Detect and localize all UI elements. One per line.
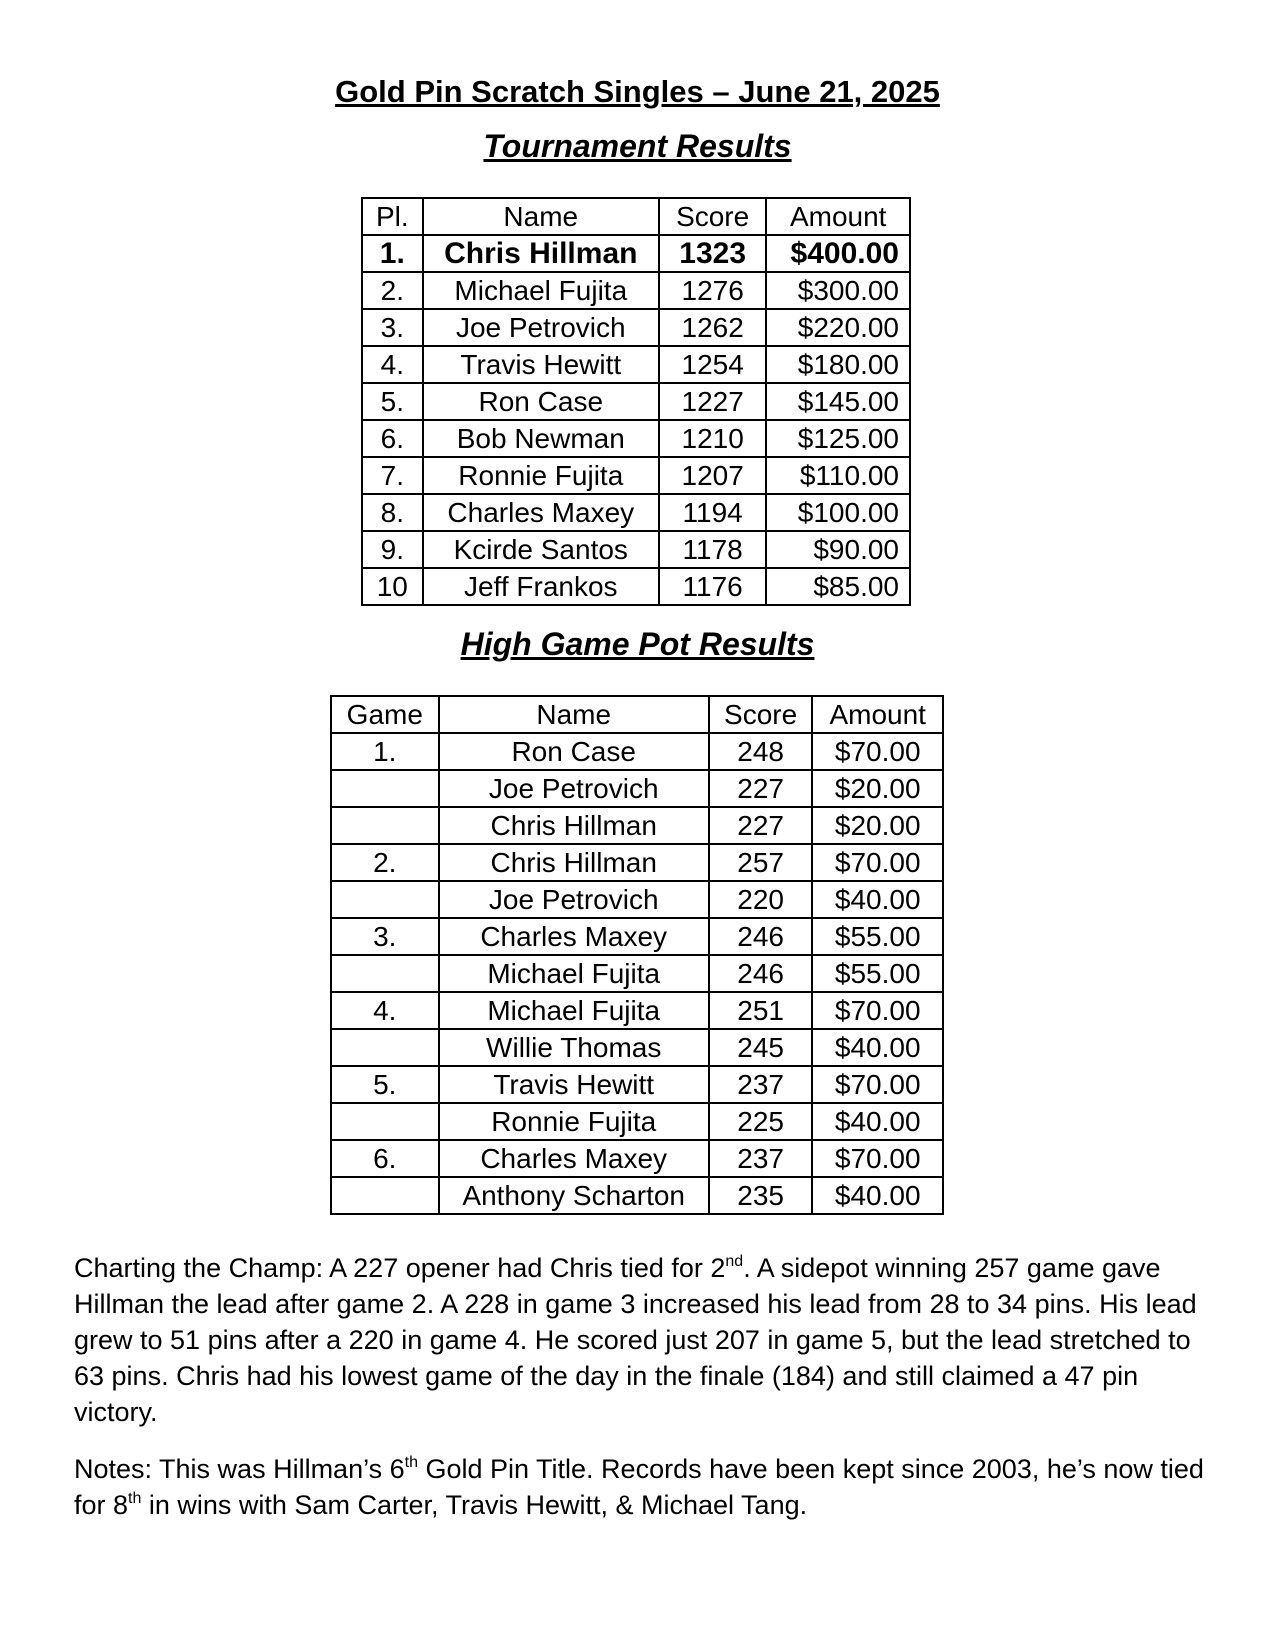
table-row	[331, 1177, 943, 1214]
notes-paragraph	[74, 1451, 1204, 1523]
amount-cell: $70.00	[812, 844, 943, 881]
game-cell: 2.	[331, 844, 439, 881]
table-row	[362, 383, 910, 420]
score-cell: 1210	[659, 420, 766, 457]
amount-cell: $40.00	[812, 1177, 943, 1214]
table-row	[362, 272, 910, 309]
game-cell	[331, 955, 439, 992]
page-title	[0, 74, 1275, 110]
table-row	[331, 770, 943, 807]
score-cell: 220	[709, 881, 813, 918]
charting-text-1: Charting the Champ: A 227 opener had Chris tied for 2	[74, 1253, 726, 1283]
game-cell	[331, 807, 439, 844]
table-row	[362, 531, 910, 568]
tournament-heading-text: Tournament Results	[483, 128, 792, 164]
notes-superscript-1: th	[404, 1454, 418, 1471]
table-row	[331, 992, 943, 1029]
bowler-name: Bob Newman	[423, 420, 659, 457]
bowler-name: Joe Petrovich	[439, 881, 709, 918]
bowler-name: Michael Fujita	[439, 955, 709, 992]
bowler-name: Travis Hewitt	[439, 1066, 709, 1103]
notes-text-2: Gold Pin Title. Records have been kept since 2003, he’s now tied for 8	[74, 1454, 1204, 1520]
amount-cell: $145.00	[766, 383, 910, 420]
table-header-row	[331, 696, 943, 733]
table-row	[331, 807, 943, 844]
table-row	[331, 955, 943, 992]
amount-cell: $70.00	[812, 992, 943, 1029]
score-cell: 235	[709, 1177, 813, 1214]
amount-cell: $70.00	[812, 733, 943, 770]
score-cell: 246	[709, 918, 813, 955]
game-cell: 5.	[331, 1066, 439, 1103]
bowler-name: Jeff Frankos	[423, 568, 659, 605]
notes-text-1: Notes: This was Hillman’s 6	[74, 1454, 405, 1484]
bowler-name: Joe Petrovich	[423, 309, 659, 346]
bowler-name: Chris Hillman	[439, 844, 709, 881]
score-cell: 1178	[659, 531, 766, 568]
bowler-name: Charles Maxey	[423, 494, 659, 531]
notes-superscript-2: th	[128, 1490, 142, 1507]
place-cell: 7.	[362, 457, 423, 494]
game-cell	[331, 1177, 439, 1214]
score-cell: 248	[709, 733, 813, 770]
table-row	[331, 1140, 943, 1177]
amount-cell: $90.00	[766, 531, 910, 568]
score-cell: 237	[709, 1140, 813, 1177]
score-cell: 1323	[659, 235, 766, 272]
column-header: Name	[439, 696, 709, 733]
score-cell: 1194	[659, 494, 766, 531]
bowler-name: Ron Case	[439, 733, 709, 770]
amount-cell: $40.00	[812, 1029, 943, 1066]
page-title-text: Gold Pin Scratch Singles – June 21, 2025	[335, 74, 940, 109]
bowler-name: Chris Hillman	[439, 807, 709, 844]
amount-cell: $40.00	[812, 881, 943, 918]
score-cell: 1176	[659, 568, 766, 605]
column-header: Name	[423, 198, 659, 235]
bowler-name: Charles Maxey	[439, 918, 709, 955]
bowler-name: Anthony Scharton	[439, 1177, 709, 1214]
charting-superscript: nd	[725, 1253, 744, 1270]
place-cell: 2.	[362, 272, 423, 309]
table-row	[331, 881, 943, 918]
amount-cell: $220.00	[766, 309, 910, 346]
bowler-name: Ronnie Fujita	[423, 457, 659, 494]
notes-text-3: in wins with Sam Carter, Travis Hewitt, & Michael Tang.	[141, 1490, 808, 1520]
bowler-name: Chris Hillman	[423, 235, 659, 272]
amount-cell: $100.00	[766, 494, 910, 531]
score-cell: 237	[709, 1066, 813, 1103]
charting-text-2: . A sidepot winning 257 game gave Hillman the lead after game 2. A 228 in game 3 increased his lead from 28 to 34 pins. His lead grew to 51 pins after a 220 in game 4. He scored just 207 in game 5, but the lead stretched to 63 pins. Chris had his lowest game of the day in the finale (184) and still claimed a 47 pin victory.	[74, 1253, 1197, 1427]
place-cell: 6.	[362, 420, 423, 457]
bowler-name: Ron Case	[423, 383, 659, 420]
amount-cell: $110.00	[766, 457, 910, 494]
table-row	[331, 1029, 943, 1066]
bowler-name: Michael Fujita	[423, 272, 659, 309]
game-cell	[331, 1029, 439, 1066]
table-row	[362, 420, 910, 457]
place-cell: 8.	[362, 494, 423, 531]
game-cell: 1.	[331, 733, 439, 770]
amount-cell: $40.00	[812, 1103, 943, 1140]
table-row	[362, 346, 910, 383]
amount-cell: $55.00	[812, 955, 943, 992]
bowler-name: Willie Thomas	[439, 1029, 709, 1066]
game-cell	[331, 770, 439, 807]
bowler-name: Ronnie Fujita	[439, 1103, 709, 1140]
column-header: Pl.	[362, 198, 423, 235]
score-cell: 227	[709, 770, 813, 807]
table-row	[362, 457, 910, 494]
score-cell: 257	[709, 844, 813, 881]
place-cell: 5.	[362, 383, 423, 420]
high-game-table	[330, 695, 944, 1215]
amount-cell: $20.00	[812, 807, 943, 844]
column-header: Amount	[766, 198, 910, 235]
high-game-heading-text: High Game Pot Results	[460, 626, 815, 662]
amount-cell: $70.00	[812, 1066, 943, 1103]
score-cell: 251	[709, 992, 813, 1029]
table-row	[331, 1066, 943, 1103]
score-cell: 1262	[659, 309, 766, 346]
table-row	[362, 494, 910, 531]
place-cell: 9.	[362, 531, 423, 568]
score-cell: 1207	[659, 457, 766, 494]
column-header: Amount	[812, 696, 943, 733]
place-cell: 3.	[362, 309, 423, 346]
table-row	[331, 1103, 943, 1140]
score-cell: 227	[709, 807, 813, 844]
high-game-heading	[0, 626, 1275, 663]
score-cell: 225	[709, 1103, 813, 1140]
game-cell: 4.	[331, 992, 439, 1029]
table-row	[362, 235, 910, 272]
game-cell: 6.	[331, 1140, 439, 1177]
amount-cell: $70.00	[812, 1140, 943, 1177]
amount-cell: $300.00	[766, 272, 910, 309]
score-cell: 245	[709, 1029, 813, 1066]
game-cell	[331, 881, 439, 918]
place-cell: 10	[362, 568, 423, 605]
column-header: Score	[659, 198, 766, 235]
table-row	[362, 568, 910, 605]
amount-cell: $20.00	[812, 770, 943, 807]
amount-cell: $125.00	[766, 420, 910, 457]
place-cell: 1.	[362, 235, 423, 272]
score-cell: 1227	[659, 383, 766, 420]
table-row	[362, 309, 910, 346]
game-cell: 3.	[331, 918, 439, 955]
amount-cell: $85.00	[766, 568, 910, 605]
amount-cell: $180.00	[766, 346, 910, 383]
charting-paragraph	[74, 1250, 1204, 1430]
table-header-row	[362, 198, 910, 235]
bowler-name: Travis Hewitt	[423, 346, 659, 383]
bowler-name: Michael Fujita	[439, 992, 709, 1029]
amount-cell: $55.00	[812, 918, 943, 955]
game-cell	[331, 1103, 439, 1140]
table-row	[331, 844, 943, 881]
bowler-name: Charles Maxey	[439, 1140, 709, 1177]
table-row	[331, 733, 943, 770]
column-header: Score	[709, 696, 813, 733]
bowler-name: Joe Petrovich	[439, 770, 709, 807]
score-cell: 1276	[659, 272, 766, 309]
tournament-heading	[0, 128, 1275, 165]
table-row	[331, 918, 943, 955]
score-cell: 1254	[659, 346, 766, 383]
place-cell: 4.	[362, 346, 423, 383]
column-header: Game	[331, 696, 439, 733]
score-cell: 246	[709, 955, 813, 992]
tournament-results-table	[361, 197, 911, 606]
amount-cell: $400.00	[766, 235, 910, 272]
bowler-name: Kcirde Santos	[423, 531, 659, 568]
